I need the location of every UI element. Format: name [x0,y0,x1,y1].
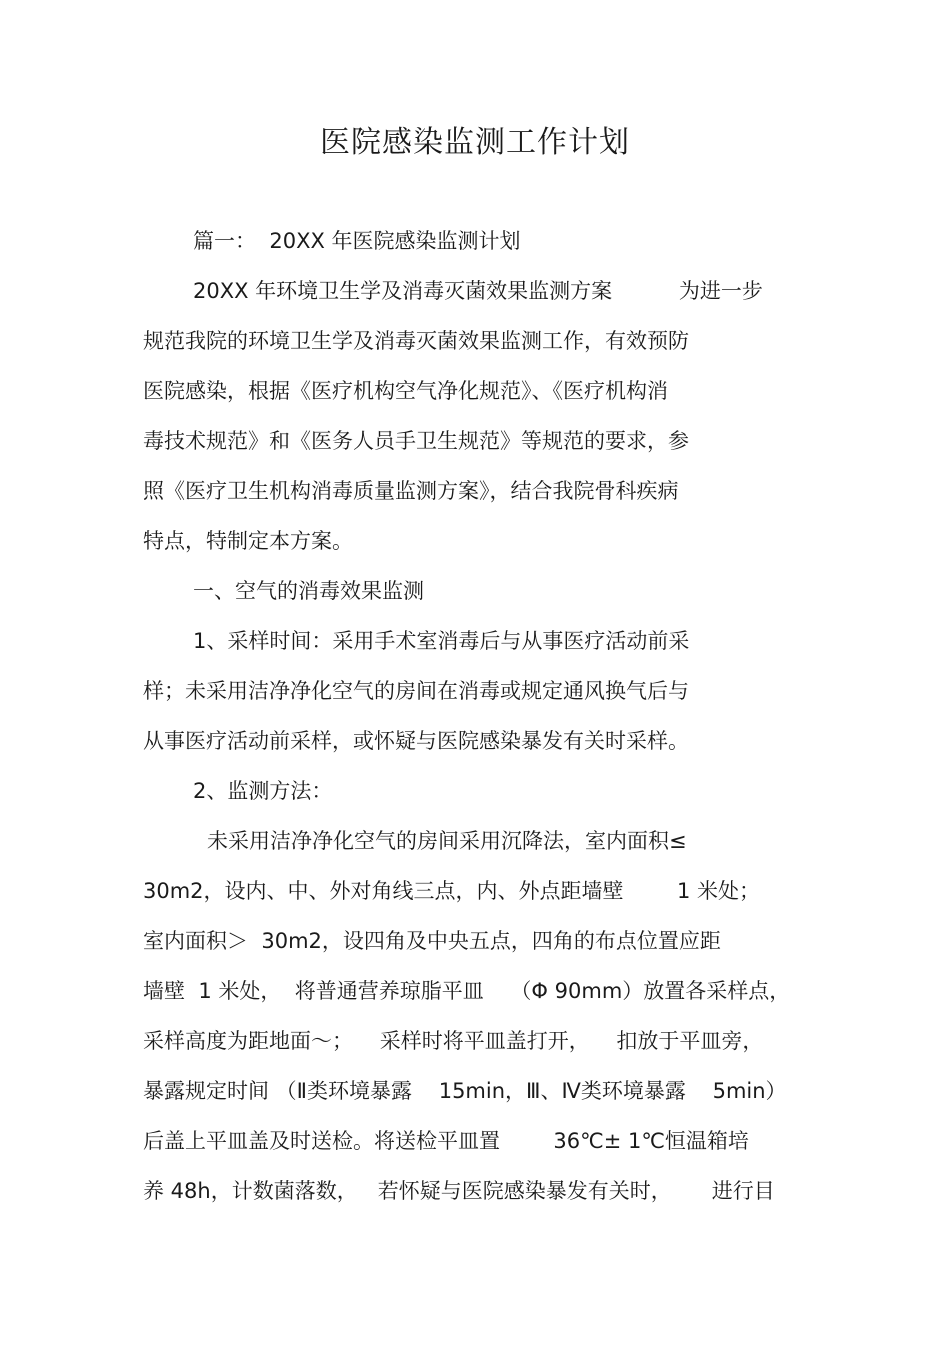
paragraph-line: 后盖上平皿盖及时送检。将送检平皿置 36℃± 1℃恒温箱培 [143,1129,749,1153]
paragraph-line: 样；未采用洁净净化空气的房间在消毒或规定通风换气后与 [143,679,689,703]
paragraph-line: 室内面积＞ 30m2，设四角及中央五点，四角的布点位置应距 [143,929,721,953]
paragraph-line: 采样高度为距地面～； 采样时将平皿盖打开， 扣放于平皿旁， [143,1029,764,1053]
paragraph-line: 未采用洁净净化空气的房间采用沉降法，室内面积≤ [207,829,687,853]
paragraph-line: 毒技术规范》和《医务人员手卫生规范》等规范的要求，参 [143,429,689,453]
paragraph-line: 从事医疗活动前采样，或怀疑与医院感染暴发有关时采样。 [143,729,689,753]
paragraph-line: 30m2，设内、中、外对角线三点，内、外点距墙壁 1 米处； [143,879,760,903]
paragraph-line: 养 48h，计数菌落数， 若怀疑与医院感染暴发有关时， 进行目 [143,1179,775,1203]
paragraph-line: 20XX 年环境卫生学及消毒灭菌效果监测方案 为进一步 [193,279,763,303]
paragraph-line: 规范我院的环境卫生学及消毒灭菌效果监测工作，有效预防 [143,329,689,353]
section-heading-air-disinfection: 一、空气的消毒效果监测 [193,579,424,603]
paragraph-line: 暴露规定时间 （Ⅱ类环境暴露 15min，Ⅲ、Ⅳ类环境暴露 5min） [143,1079,787,1103]
section-heading-part-one: 篇一： 20XX 年医院感染监测计划 [193,229,521,253]
paragraph-line: 1、采样时间：采用手术室消毒后与从事医疗活动前采 [193,629,690,653]
paragraph-line: 特点，特制定本方案。 [143,529,353,553]
paragraph-line: 照《医疗卫生机构消毒质量监测方案》，结合我院骨科疾病 [143,479,679,503]
paragraph-line: 医院感染，根据《医疗机构空气净化规范》、《医疗机构消 [143,379,668,403]
paragraph-line: 墙壁 1 米处， 将普通营养琼脂平皿 （Φ 90mm）放置各采样点， [143,979,791,1003]
subheading-monitoring-method: 2、监测方法： [193,779,333,803]
document-title: 医院感染监测工作计划 [320,125,630,160]
